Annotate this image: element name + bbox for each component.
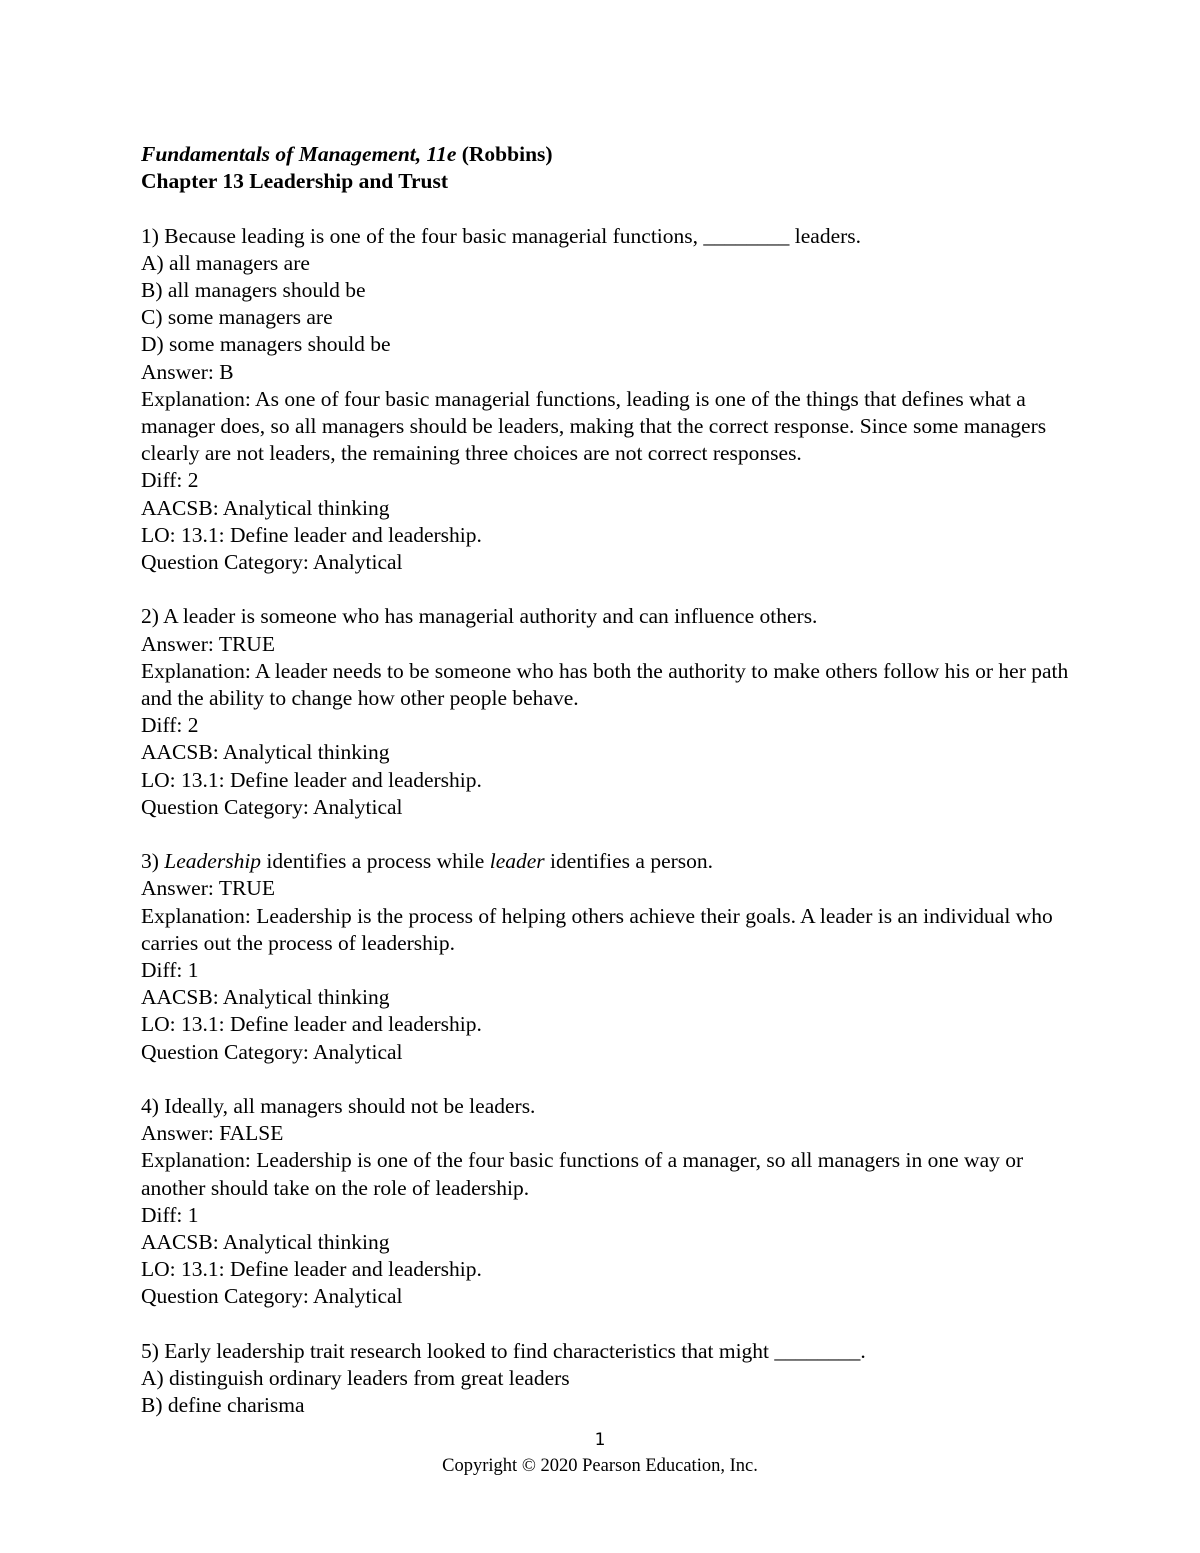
question-stem: 2) A leader is someone who has managerial authority and can influence others.	[141, 604, 818, 629]
difficulty: Diff: 2	[141, 468, 199, 493]
explanation: Explanation: Leadership is the process of helping others achieve their goals. A leader is an individual who carries out the process of leadership.	[141, 903, 1053, 955]
question-4	[141, 1093, 1081, 1311]
answer: Answer: TRUE	[141, 631, 275, 656]
option-d: D) some managers should be	[141, 332, 391, 357]
explanation: Explanation: As one of four basic managerial functions, leading is one of the things that defines what a manager does, so all managers should be leaders, making that the correct response. Since some managers clearly are not leaders, the remaining three choices are not correct responses.	[141, 386, 1047, 466]
aacsb: AACSB: Analytical thinking	[141, 740, 390, 765]
aacsb: AACSB: Analytical thinking	[141, 495, 390, 520]
question-5	[141, 1338, 1081, 1420]
learning-objective: LO: 13.1: Define leader and leadership.	[141, 522, 482, 547]
question-category: Question Category: Analytical	[141, 550, 403, 575]
learning-objective: LO: 13.1: Define leader and leadership.	[141, 767, 482, 792]
term-leader: leader	[489, 849, 545, 874]
page-number: 1	[594, 1430, 606, 1450]
option-c: C) some managers are	[141, 305, 333, 330]
answer: Answer: FALSE	[141, 1121, 284, 1146]
difficulty: Diff: 1	[141, 1202, 199, 1227]
question-3	[141, 848, 1081, 1066]
difficulty: Diff: 2	[141, 713, 199, 738]
question-category: Question Category: Analytical	[141, 1039, 403, 1064]
question-category: Question Category: Analytical	[141, 1284, 403, 1309]
question-1	[141, 223, 1081, 577]
term-leadership: Leadership	[164, 849, 262, 874]
aacsb: AACSB: Analytical thinking	[141, 985, 390, 1010]
option-a: A) distinguish ordinary leaders from great leaders	[141, 1366, 570, 1391]
question-stem: 1) Because leading is one of the four basic managerial functions, ________ leaders.	[141, 223, 862, 248]
chapter-title: Chapter 13 Leadership and Trust	[141, 169, 449, 194]
option-b: B) all managers should be	[141, 278, 366, 302]
aacsb: AACSB: Analytical thinking	[141, 1230, 390, 1255]
answer: Answer: TRUE	[141, 876, 275, 901]
question-stem: 4) Ideally, all managers should not be leaders.	[141, 1094, 536, 1119]
question-2	[141, 603, 1081, 821]
option-b: B) define charisma	[141, 1393, 305, 1418]
option-a: A) all managers are	[141, 250, 310, 275]
document-page	[141, 141, 1081, 1419]
author: (Robbins)	[461, 142, 553, 166]
question-stem: 5) Early leadership trait research looked to find characteristics that might ________.	[141, 1338, 866, 1363]
copyright-notice: Copyright © 2020 Pearson Education, Inc.	[442, 1456, 758, 1476]
learning-objective: LO: 13.1: Define leader and leadership.	[141, 1012, 482, 1037]
explanation: Explanation: A leader needs to be someone who has both the authority to make others follow his or her path and the ability to change how other people behave.	[141, 658, 1069, 711]
question-stem: 3) Leadership identifies a process while leader identifies a person.	[141, 849, 714, 874]
learning-objective: LO: 13.1: Define leader and leadership.	[141, 1257, 482, 1282]
explanation: Explanation: Leadership is one of the four basic functions of a manager, so all managers in one way or another should take on the role of leadership.	[141, 1148, 1024, 1200]
book-title: Fundamentals of Management, 11e	[141, 142, 457, 166]
answer: Answer: B	[141, 359, 234, 384]
question-category: Question Category: Analytical	[141, 794, 403, 819]
difficulty: Diff: 1	[141, 958, 199, 983]
document-title	[141, 141, 1081, 168]
